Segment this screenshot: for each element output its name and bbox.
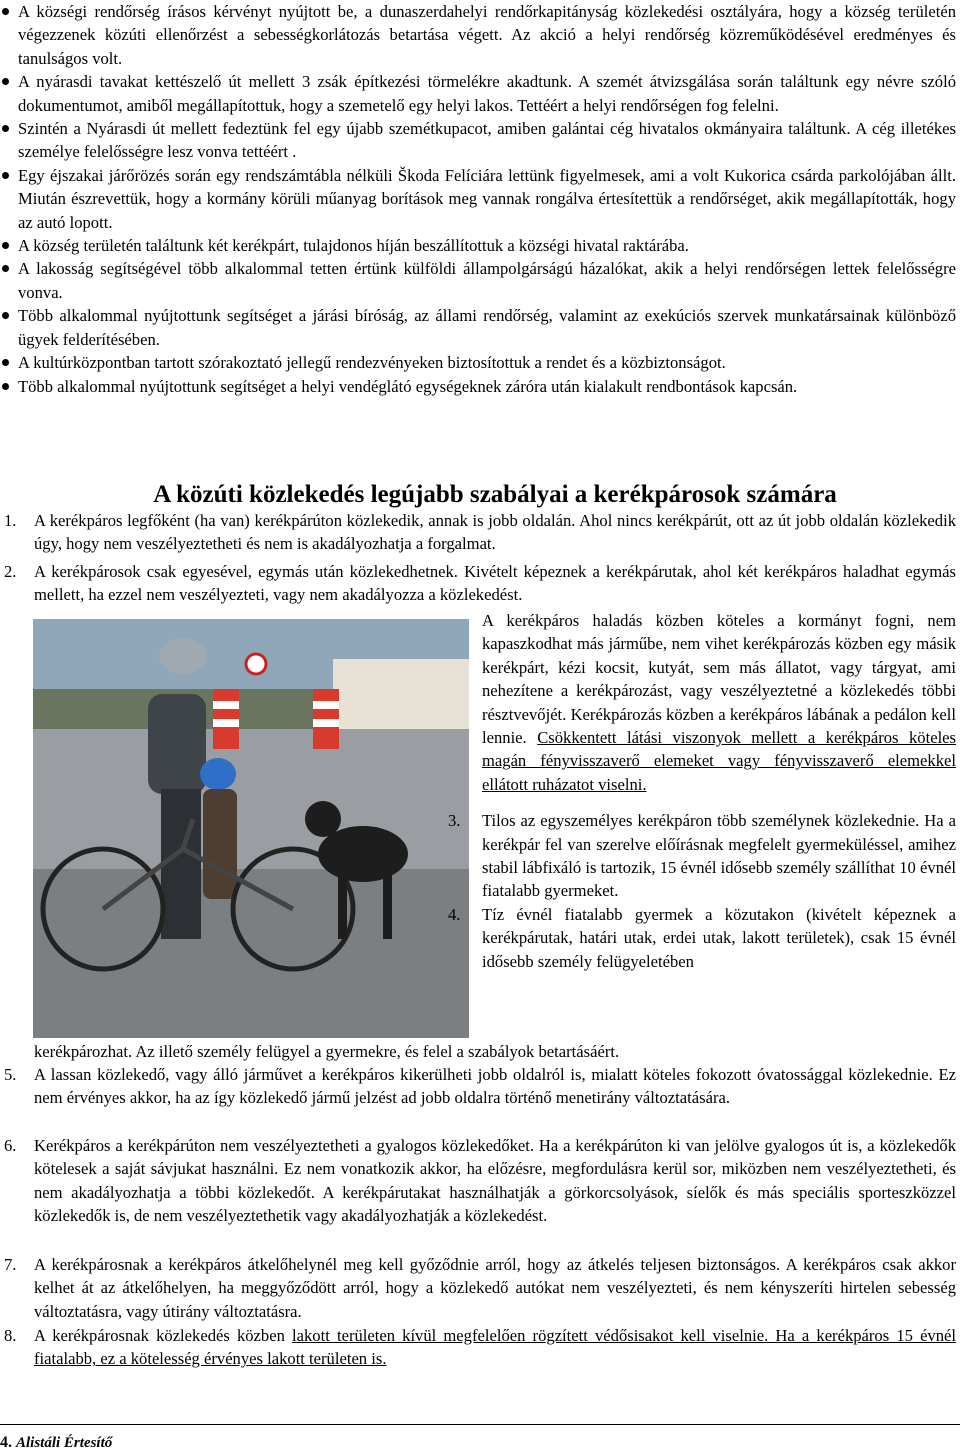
rule-item-2 xyxy=(0,560,956,607)
rule-number: 5. xyxy=(4,1065,17,1084)
list-item: Több alkalommal nyújtottunk segítséget a helyi vendéglátó egységeknek záróra után kialakult rendbontások kapcsán. xyxy=(0,375,956,398)
rule-text: A kerékpárosok csak egyesével, egymás után közlekedhetnek. Kivételt képeznek a kerékpárutak, ahol két kerékpáros haladhat egymás mellett, ha ezzel nem veszélyezteti, vagy nem akadályozza a közlekedést. xyxy=(34,562,956,605)
list-item: A lakosság segítségével több alkalommal tetten értünk külföldi állampolgárságú házalókat, akik a helyi rendőrségen lettek felelősségre vonva. xyxy=(0,257,956,304)
cyclists-photo xyxy=(33,619,469,1038)
rule-number: 2. xyxy=(4,562,17,581)
rule-number: 1. xyxy=(4,511,17,530)
rule-item-8 xyxy=(0,1324,956,1371)
list-item: A nyárasdi tavakat kettészelő út mellett 3 zsák építkezési törmelékre akadtunk. A szemét átvizsgálása során találtunk egy névre szóló dokumentumot, amiből megállapítottuk, hogy a szemetelő egy helyi lakos. Tettéért a helyi rendőrségen fog felelni. xyxy=(0,70,956,117)
rule-text-underlined: Csökkentett látási viszonyok mellett a kerékpáros köteles magán fényvisszaverő elemeket vagy fényvisszaverő elemekkel ellátott ruházatot viselni. xyxy=(482,728,956,794)
list-item: Több alkalommal nyújtottunk segítséget a járási bíróság, az állami rendőrség, valamint az exekúciós szervek munkatársainak különböző ügyek felderítésében. xyxy=(0,304,956,351)
rule-number: 8. xyxy=(4,1326,17,1345)
list-item: Szintén a Nyárasdi út mellett fedeztünk fel egy újabb szemétkupacot, amiben galántai cég hivatalos okmányaira találtunk. A cég illetékes személye felelősségre lesz vonva tettéért . xyxy=(0,117,956,164)
rule-text: A kerékpáros legfőként (ha van) kerékpárúton közlekedik, annak is jobb oldalán. Ahol nincs kerékpárút, ott az út jobb oldalán közlekedik úgy, hogy nem veszélyeztetheti és nem is akadályozhatja a forgalmat. xyxy=(34,511,956,554)
rule-item-3 xyxy=(448,809,956,903)
section-title: A közúti közlekedés legújabb szabályai a kerékpárosok számára xyxy=(153,481,837,508)
rule-number: 4. xyxy=(448,904,461,924)
rule-item-5 xyxy=(0,1063,956,1110)
footer-divider xyxy=(0,1424,960,1425)
rule-number: 6. xyxy=(4,1136,17,1155)
rule-item-6 xyxy=(0,1134,956,1228)
rule-text: Kerékpáros a kerékpárúton nem veszélyeztetheti a gyalogos közlekedőket. Ha a kerékpárúton ki van jelölve gyalogos út is, a közlekedők kötelesek a saját sávjukat használni. Ez nem vonatkozik akkor, ha előzésre, megfordulásra kerül sor, miközben nem veszélyeztetheti, és nem akadályozhatja a többi közlekedőt. A kerékpárutakat használhatják a görkorcsolyások, síelők és más speciális sporteszközzel közlekedők is, de nem veszélyeztethetik vagy akadályozhatják a közlekedést. xyxy=(34,1136,956,1226)
page-number: 4. xyxy=(0,1434,12,1451)
rule-text xyxy=(34,1324,956,1371)
rule-item-7 xyxy=(0,1253,956,1323)
rule-text: A kerékpáros haladás közben köteles a kormányt fogni, nem kapaszkodhat más járműbe, nem vihet kerékpározás közben egy másik kerékpárt, kézi kocsit, kutyát, sem más állatot, vagy tárgyat, ami nehezítene a kerékpározást, vagy veszélyeztetné a közlekedés többi résztvevőjét. Kerékpározás közben a kerékpáros lábának a pedálon kell lennie. xyxy=(482,611,956,748)
rule-text: Tíz évnél fiatalabb gyermek a közutakon (kivételt képeznek a kerékpárutak, határi utak, erdei utak, lakott területek), csak 15 évnél idősebb személy felügyeletében xyxy=(482,904,956,971)
rule-text: Tilos az egyszemélyes kerékpáron több személynek közlekednie. Ha a kerékpár fel van szerelve előírásnak megfelelt gyermeküléssel, amihez stabil lábfixáló is tartozik, 15 évnél idősebb személy szállíthat 10 évnél fiatalabb gyermeket. xyxy=(482,811,956,901)
rule-number: 7. xyxy=(4,1255,17,1274)
rule-text-underlined: lakott területen kívül megfelelően rögzített védősisakot kell viselnie. Ha a kerékpáros 15 évnél fiatalabb, ez a kötelesség érvényes lakott területen is. xyxy=(34,1326,956,1369)
rule-number: 3. xyxy=(448,811,461,831)
list-item: A község területén találtunk két kerékpárt, tulajdonos híján beszállítottuk a községi hivatal raktárába. xyxy=(0,234,956,257)
rule-4-continuation: kerékpározhat. Az illető személy felügyel a gyermekre, és felel a szabályok betartásáért. xyxy=(34,1042,620,1061)
page-footer xyxy=(0,1431,112,1455)
rule-text: A kerékpárosnak a kerékpáros átkelőhelynél meg kell győződnie arról, hogy az átkelés teljesen biztonságos. A kerékpáros csak akkor kelhet át az átkelőhelyen, ha meggyőződött arról, hogy a közlekedő autókat nem veszélyezteti, és nem kényszeríti hirtelen sebesség változtatásra, vagy útirány változtatásra. xyxy=(34,1255,956,1321)
rules-side-column xyxy=(448,609,956,973)
rule-text-plain: A kerékpárosnak közlekedés közben xyxy=(34,1326,293,1345)
rule-item-1 xyxy=(0,509,956,556)
rule-item-4 xyxy=(448,903,956,973)
list-item: A kultúrközpontban tartott szórakoztató jellegű rendezvényeken biztosítottuk a rendet és a közbiztonságot. xyxy=(0,351,956,374)
list-item: Egy éjszakai járőrözés során egy rendszámtábla nélküli Škoda Felíciára lettünk figyelmesek, ami a volt Kukorica csárda parkolójában állt. Miután észrevettük, hogy a kormány körüli műanyag borítások meg vannak rongálva értesítettük a rendőrséget, akik megállapították, hogy az autó lopott. xyxy=(0,164,956,234)
rule-2-continuation xyxy=(482,609,956,796)
rule-text: A lassan közlekedő, vagy álló járművet a kerékpáros kikerülheti jobb oldalról is, mialatt köteles fokozott óvatossággal közlekednie. Ez nem érvényes akkor, ha az így közlekedő jármű jelzést ad jobb oldalra történő menetirány változtatására. xyxy=(34,1065,956,1108)
list-item: A községi rendőrség írásos kérvényt nyújtott be, a dunaszerdahelyi rendőrkapitányság közlekedési osztályára, hogy a község területén végezzenek közúti ellenőrzést a sebességkorlátozás betartása végett. Az akció a helyi rendőrség közreműködésével eredményes és tanulságos volt. xyxy=(0,0,956,70)
news-bullet-list xyxy=(0,0,956,398)
publication-name: Alistáli Értesítő xyxy=(16,1435,113,1451)
